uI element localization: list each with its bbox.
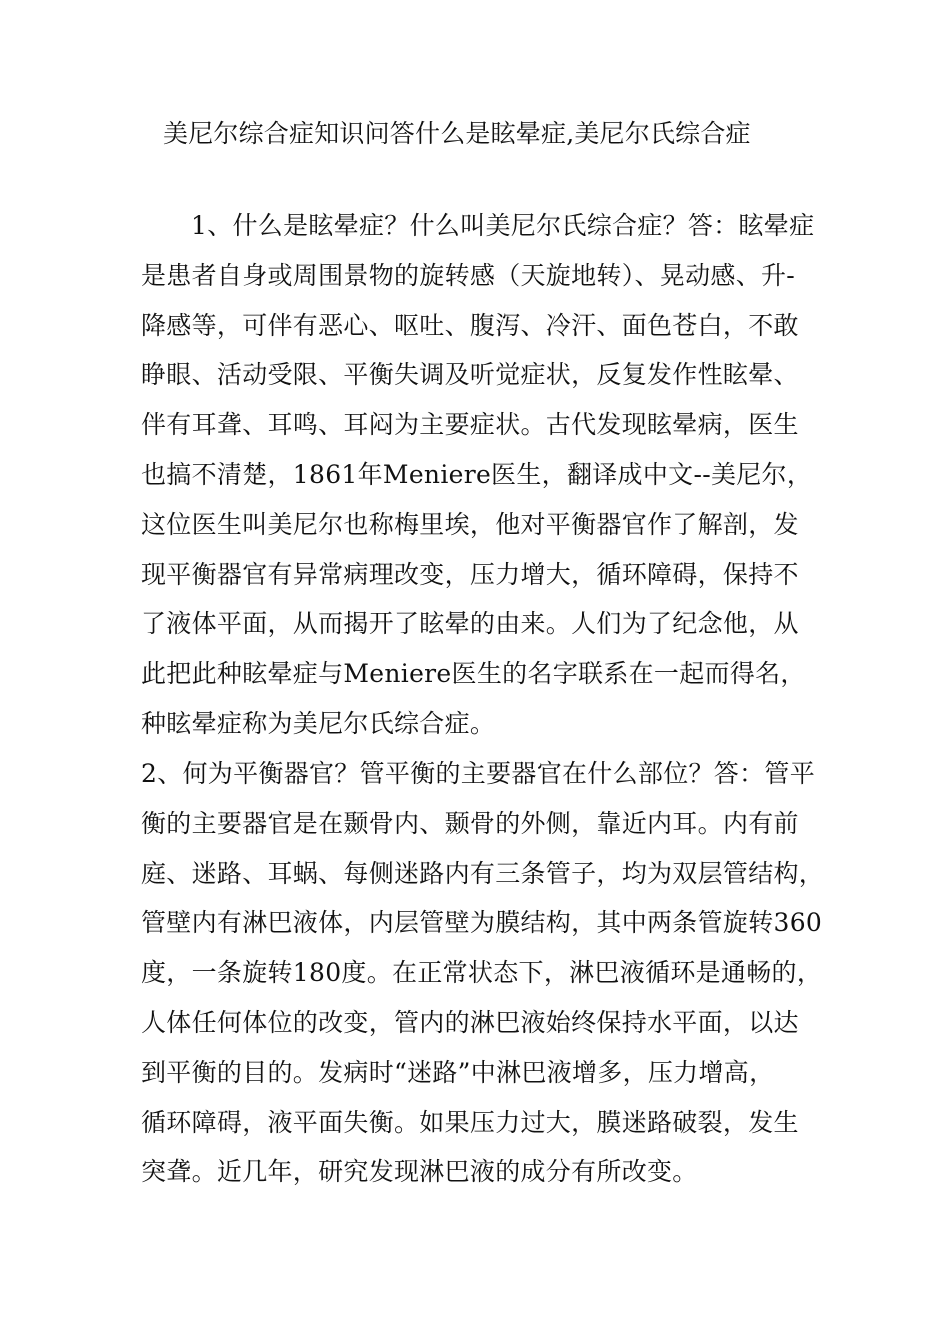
text-line: 睁眼、活动受限、平衡失调及听觉症状，反复发作性眩晕、 bbox=[141, 360, 799, 390]
text-line: 管壁内有淋巴液体，内层管壁为膜结构，其中两条管旋转360 bbox=[141, 908, 823, 938]
text-line: 2、何为平衡器官？管平衡的主要器官在什么部位？答：管平 bbox=[141, 759, 816, 788]
text-line: 1、什么是眩晕症？什么叫美尼尔氏综合症？答：眩晕症 bbox=[191, 211, 815, 240]
text-line: 伴有耳聋、耳鸣、耳闷为主要症状。古代发现眩晕病，医生 bbox=[141, 410, 799, 440]
text-line: 现平衡器官有异常病理改变，压力增大，循环障碍，保持不 bbox=[141, 559, 799, 589]
text-line: 也搞不清楚，1861年Meniere医生，翻译成中文--美尼尔， bbox=[141, 459, 813, 489]
paragraph-2 bbox=[141, 756, 831, 1204]
text-line: 这位医生叫美尼尔也称梅里埃，他对平衡器官作了解剖，发 bbox=[141, 509, 799, 539]
text-line: 到平衡的目的。发病时“迷路”中淋巴液增多，压力增高， bbox=[141, 1057, 775, 1087]
text-line: 庭、迷路、耳蜗、每侧迷路内有三条管子，均为双层管结构， bbox=[141, 858, 825, 888]
text-line: 了液体平面，从而揭开了眩晕的由来。人们为了纪念他，从 bbox=[141, 609, 799, 639]
text-line: 此把此种眩晕症与Meniere医生的名字联系在一起而得名， bbox=[141, 659, 806, 689]
document-title: 美尼尔综合症知识问答什么是眩晕症,美尼尔氏综合症 bbox=[163, 119, 751, 148]
text-line: 度，一条旋转180度。在正常状态下，淋巴液循环是通畅的， bbox=[141, 958, 823, 988]
text-line: 降感等，可伴有恶心、呕吐、腹泻、冷汗、面色苍白，不敢 bbox=[141, 310, 799, 340]
text-line: 突聋。近几年，研究发现淋巴液的成分有所改变。 bbox=[141, 1157, 698, 1187]
text-line: 是患者自身或周围景物的旋转感（天旋地转）、晃动感、升- bbox=[141, 260, 796, 290]
text-line: 循环障碍，液平面失衡。如果压力过大，膜迷路破裂，发生 bbox=[141, 1107, 799, 1137]
text-line: 种眩晕症称为美尼尔氏综合症。 bbox=[141, 708, 496, 738]
text-line: 衡的主要器官是在颞骨内、颞骨的外侧，靠近内耳。内有前 bbox=[141, 808, 799, 838]
text-line: 人体任何体位的改变，管内的淋巴液始终保持水平面，以达 bbox=[141, 1007, 799, 1037]
paragraph-1 bbox=[141, 208, 831, 756]
